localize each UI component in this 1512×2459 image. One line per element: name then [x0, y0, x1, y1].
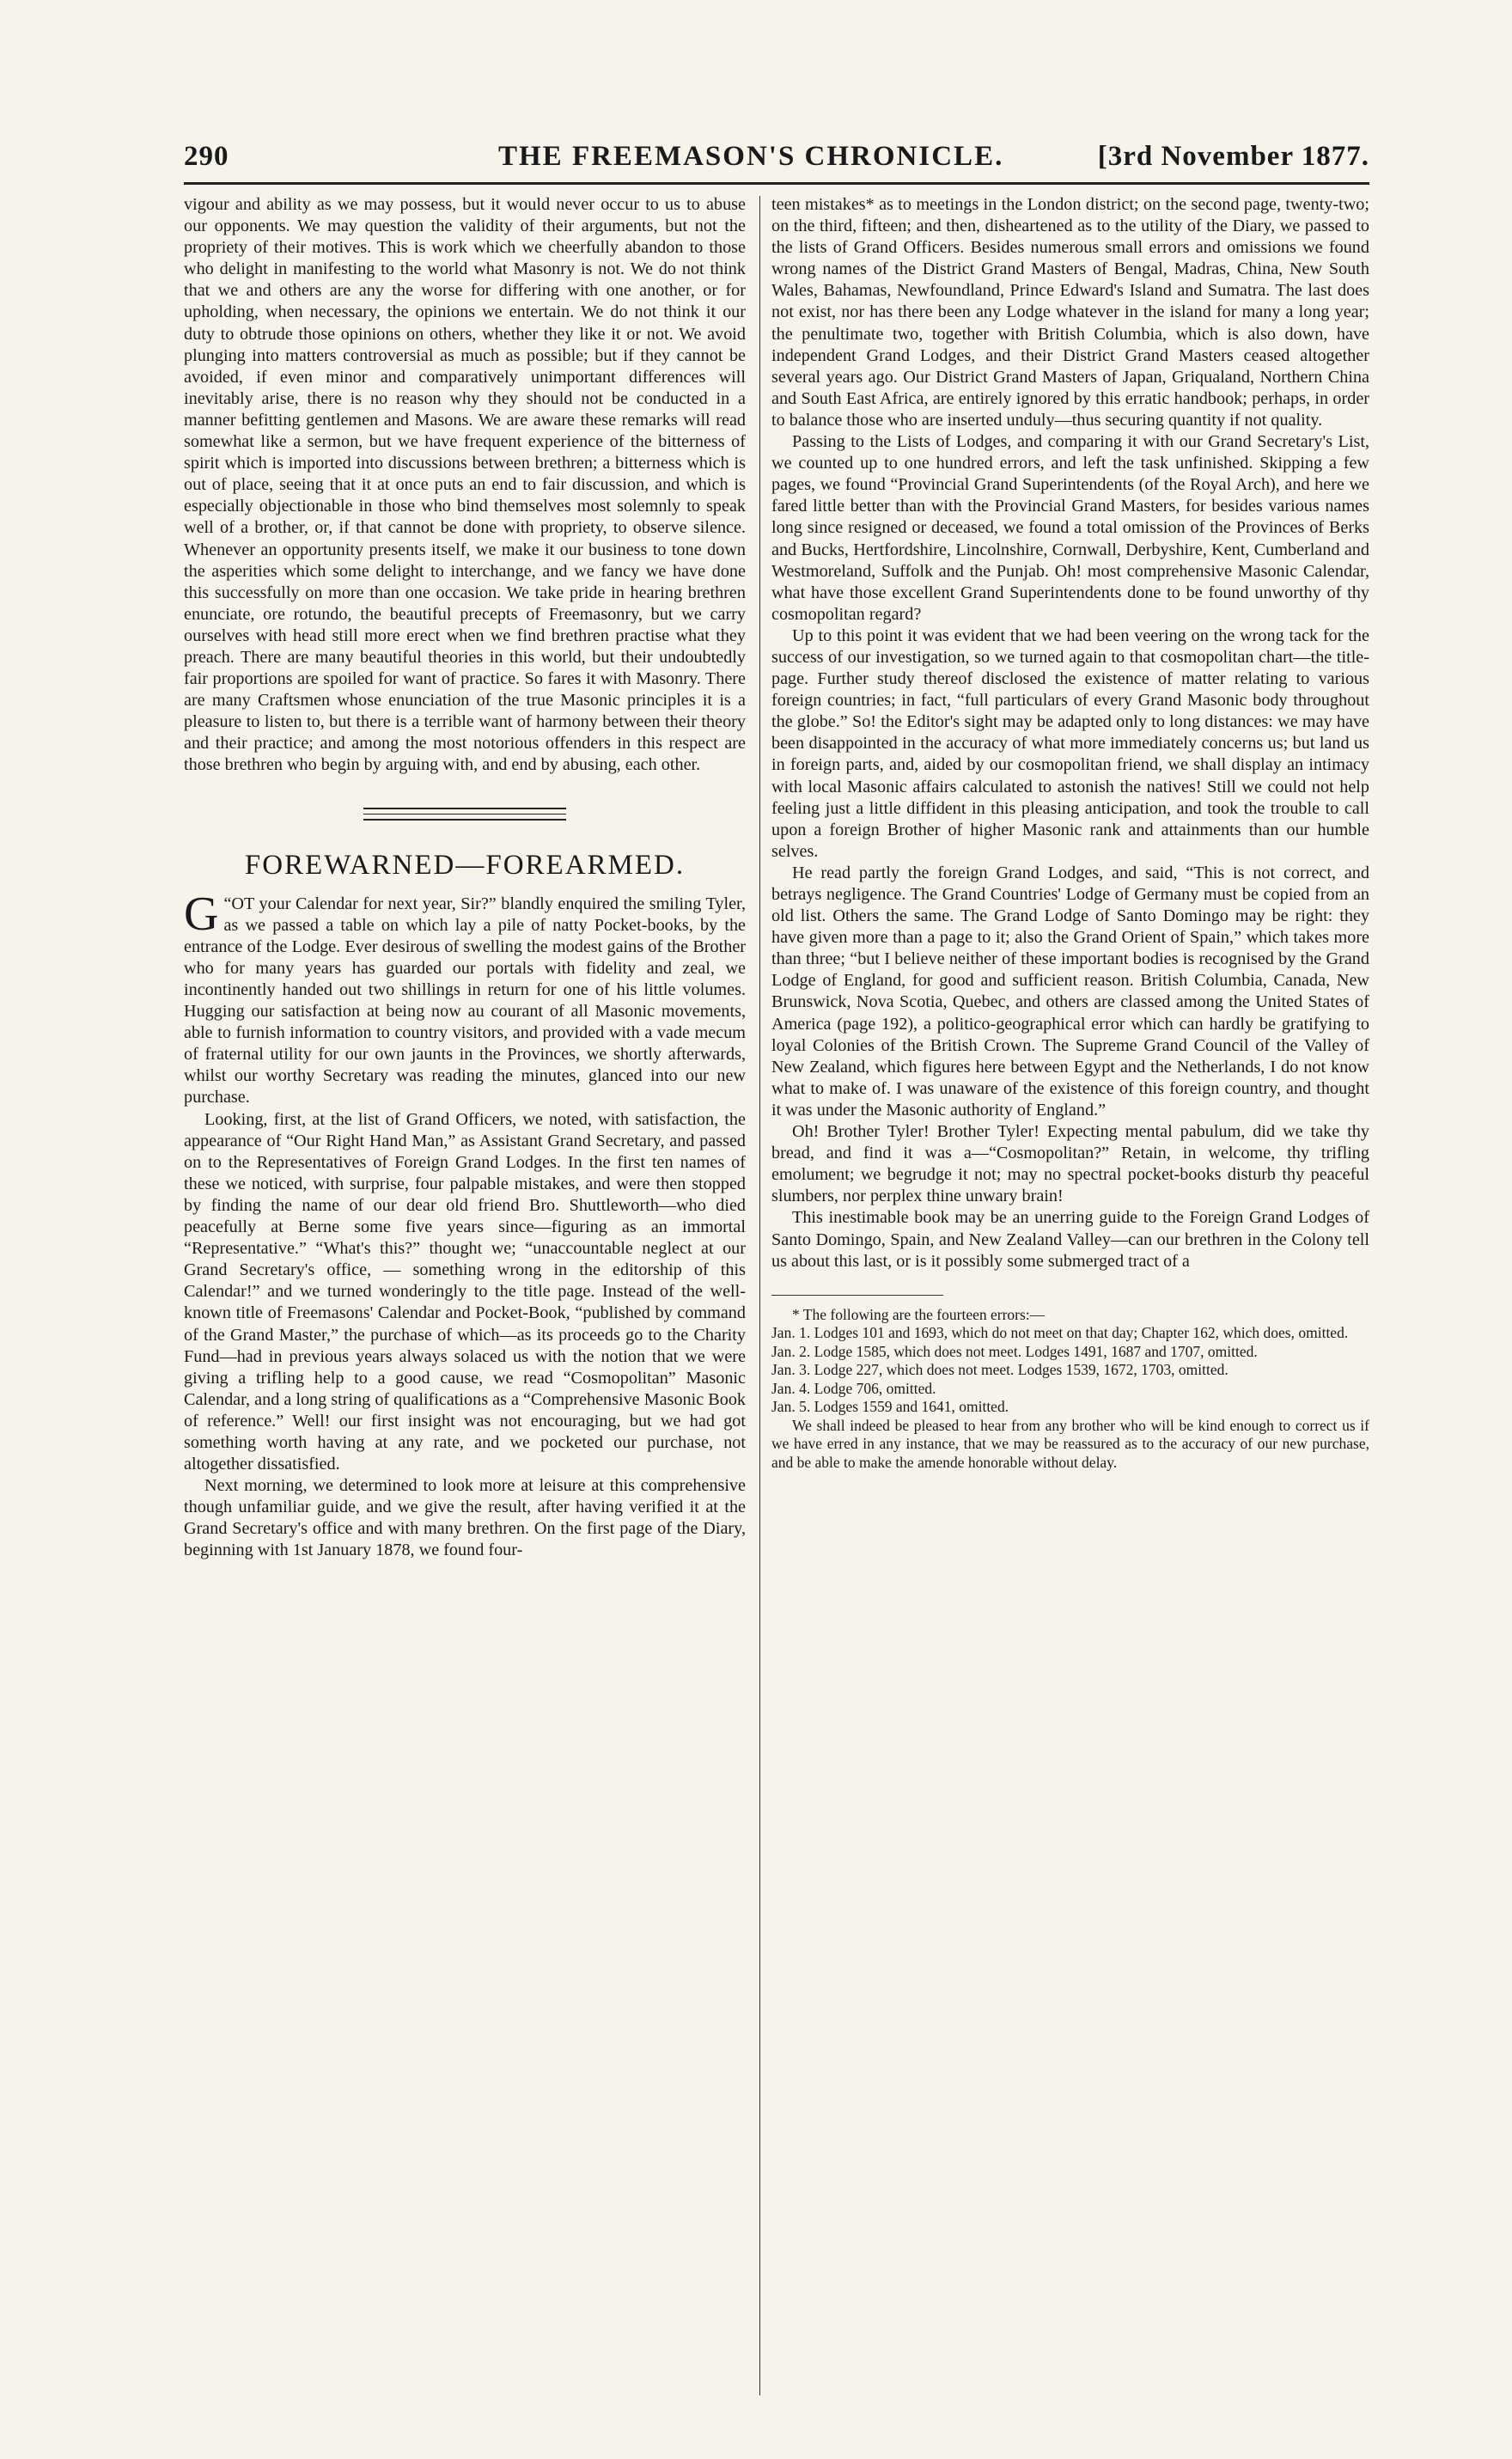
page-number: 290: [184, 141, 229, 172]
article-title: FOREWARNED—FOREARMED.: [244, 849, 686, 881]
footnote-rule: [771, 1295, 943, 1296]
issue-date: [3rd November 1877.: [1097, 141, 1369, 172]
footnote-item: Jan. 4. Lodge 706, omitted.: [771, 1379, 936, 1397]
article-paragraph-9: This inestimable book may be an unerring guide to the Foreign Grand Lodges of Santo Domingo, Spain, and New Zealand Valley—can our brethren in the Colony tell us about this last, or is it possibly some submerged tract of a: [771, 1208, 1369, 1271]
article-paragraph-8: Oh! Brother Tyler! Brother Tyler! Expecting mental pabulum, did we take thy bread, and find it was a—“Cosmopolitan?” Retain, in welcome, thy trifling emolument; we begrudge it not; may no spectral pocket-books disturb thy peaceful slumbers, nor perplex thine unwary brain!: [771, 1122, 1369, 1206]
drop-cap: G: [184, 887, 219, 941]
article-paragraph-2: Looking, first, at the list of Grand Officers, we noted, with satisfaction, the appearance of “Our Right Hand Man,” as Assistant Grand Secretary, and passed on to the Representatives of Foreign Grand Lodges. In the first ten names of these we noticed, with surprise, four palpable mistakes, and were then stopped by finding the name of our dear old friend Bro. Shuttleworth—who died peacefully at Berne some five years since—figuring as an immortal “Representative.” “What's this?” thought we; “unaccountable neglect at our Grand Secretary's office, — something wrong in the editorship of this Calendar!” and we turned wonderingly to the title page. Instead of the well-known title of Freemasons' Calendar and Pocket-Book, “published by command of the Grand Master,” the purchase of which—as its proceeds go to the Charity Fund—had in previous years always solaced us with the notion that we were giving a trifling help to a good cause, we read “Cosmopolitan” Masonic Calendar, and a long string of qualifications as a “Comprehensive Masonic Book of reference.” Well! our first insight was not encouraging, but we had got something worth having at any rate, and we pocketed our purchase, not altogether dissatisfied.: [184, 1109, 747, 1474]
footnote-item: Jan. 3. Lodge 227, which does not meet. Lodges 1539, 1672, 1703, omitted.: [771, 1361, 1228, 1379]
paragraph-text: OT your Calendar for next year, Sir?” blandly enquired the smiling Tyler, as we passed a table on which lay a pile of natty Pocket-books, by the entrance of the Lodge. Ever desirous of swelling the modest gains of the Brother who for many years has guarded our portals with fidelity and zeal, we incontinently handed out two shillings in return for one of his little volumes. Hugging our satisfaction at being now au courant of all Masonic movements, able to furnish information to country visitors, and provided with a vade mecum of fraternal utility for our own jaunts in the Provinces, we shortly afterwards, whilst our worthy Secretary was reading the minutes, glanced into our new purchase.: [184, 894, 746, 1107]
header-rule: [184, 182, 1369, 185]
footnote-intro: * The following are the fourteen errors:—: [792, 1305, 1046, 1323]
left-column: [184, 194, 746, 1562]
page-header: [184, 136, 1369, 187]
footnote-item: Jan. 2. Lodge 1585, which does not meet. Lodges 1491, 1687 and 1707, omitted.: [771, 1342, 1258, 1360]
article-paragraph-7: He read partly the foreign Grand Lodges, and said, “This is not correct, and betrays negligence. The Grand Countries' Lodge of Germany must be copied from an old list. Others the same. The Grand Lodge of Santo Domingo may be right: they have given more than a page to it; also the Grand Orient of Spain,” which takes more than three; “but I believe neither of these important bodies is recognised by the Grand Lodge of England, for good and sufficient reason. British Columbia, Canada, New Brunswick, Nova Scotia, Quebec, and others are classed among the United States of America (page 192), a politico-geographical error which can hardly be gratifying to loyal Colonies of the British Crown. The Supreme Grand Council of the Valley of New Zealand, which figures here between Egypt and the Netherlands, I do not know what to make of. I was unaware of the existence of this foreign country, and thought it was under the Masonic authority of England.”: [771, 863, 1369, 1120]
footnote-closing: We shall indeed be pleased to hear from any brother who will be kind enough to correct us if we have erred in any instance, that we may be reassured as to the accuracy of our new purchase, and be able to make the amende honorable without delay.: [771, 1416, 1369, 1471]
intro-paragraph: vigour and ability as we may possess, but it would never occur to us to abuse our opponents. We may question the validity of their arguments, but not the propriety of their motives. This is work which we cheerfully abandon to those who delight in manifesting to the world what Masonry is not. We do not think that we and others are any the worse for differing with one another, or for upholding, when necessary, the opinions we entertain. We do not think it our duty to obtrude those opinions on others, whether they like it or not. We avoid plunging into matters controversial as much as possible; but if they cannot be avoided, if even minor and comparatively unimportant differences will inevitably arise, there is no reason why they should not be conducted in a manner befitting gentlemen and Masons. We are aware these remarks will read somewhat like a sermon, but we have frequent experience of the bitterness of spirit which is imported into discussions between brethren; a bitterness which is out of place, seeing that it at once puts an end to fair discussion, and which is especially objectionable in those who bind themselves most solemnly to speak well of a brother, or, if that cannot be done with propriety, to observe silence. Whenever an opportunity presents itself, we make it our business to tone down the asperities which some delight to interchange, and we fancy we have done this successfully on more than one occasion. We take pride in hearing brethren enunciate, ore rotundo, the beautiful precepts of Freemasonry, but we carry ourselves with head still more erect when we find brethren practise what they preach. There are many beautiful theories in this world, but their undoubtedly fair proportions are spoiled for want of practice. So fares it with Masonry. There are many Craftsmen whose enunciation of the true Masonic principles it is a pleasure to listen to, but there is a terrible want of harmony between their theory and their practice; and among the most notorious offenders in this respect are those brethren who begin by arguing with, and end by abusing, each other.: [184, 195, 746, 775]
article-paragraph-3: Next morning, we determined to look more at leisure at this comprehensive though unfamiliar guide, and we give the result, after having verified it at the Grand Secretary's office and with many brethren. On the first page of the Diary, beginning with 1st January 1878, we found four-: [184, 1476, 746, 1560]
section-separator: [363, 808, 566, 821]
footnote-item: Jan. 1. Lodges 101 and 1693, which do not meet on that day; Chapter 162, which does, omitted.: [771, 1324, 1349, 1342]
article-paragraph-6: Up to this point it was evident that we had been veering on the wrong tack for the success of our investigation, so we turned again to that cosmopolitan chart—the title-page. Further study thereof disclosed the existence of matter relating to various foreign countries; in fact, “full particulars of every Grand Masonic body throughout the globe.” So! the Editor's sight may be adapted only to long distances: we may have been disappointed in the accuracy of what more immediately concerns us; but land us in foreign parts, and, aided by our cosmopolitan friend, we shall display an intimacy with local Masonic affairs calculated to astonish the natives! Still we could not help feeling just a little diffident in this pleasing anticipation, and took the trouble to call upon a foreign Brother of higher Masonic rank and attainments than our humble selves.: [771, 625, 1369, 861]
footnotes: [771, 1306, 1369, 1473]
article-paragraph-5: Passing to the Lists of Lodges, and comparing it with our Grand Secretary's List, we counted up to one hundred errors, and left the task unfinished. Skipping a few pages, we found “Provincial Grand Superintendents (of the Royal Arch), and here we fared little better than with the Provincial Grand Masters, for besides various names long since resigned or deceased, we found a total omission of the Provinces of Berks and Bucks, Hertfordshire, Lincolnshire, Cornwall, Derbyshire, Kent, Cumberland and Westmoreland, Suffolk and the Punjab. Oh! most comprehensive Masonic Calendar, what have those excellent Grand Superintendents done to be found unworthy of thy cosmopolitan regard?: [771, 432, 1369, 624]
footnote-item: Jan. 5. Lodges 1559 and 1641, omitted.: [771, 1398, 1009, 1416]
opening-quote: “: [223, 894, 232, 913]
article-paragraph-1: [184, 887, 746, 1109]
right-column: [771, 194, 1369, 1472]
publication-title: THE FREEMASON'S CHRONICLE.: [498, 141, 1004, 172]
article-paragraph-4: teen mistakes* as to meetings in the London district; on the second page, twenty-two; on the third, fifteen; and then, disheartened as to the utility of the Diary, we passed to the lists of Grand Officers. Besides numerous small errors and omissions we found wrong names of the District Grand Masters of Bengal, Madras, China, New South Wales, Bahamas, Newfoundland, Prince Edward's Island and Sumatra. The last does not exist, nor has there been any Lodge whatever in the island for many a long year; the penultimate two, together with British Columbia, which is also down, have independent Grand Lodges, and their District Grand Masters ceased altogether several years ago. Our District Grand Masters of Japan, Griqualand, Northern China and South East Africa, are entirely ignored by this erratic handbook; perhaps, in order to balance those who are inserted unduly—thus securing quantity if not quality.: [771, 195, 1369, 430]
column-divider: [759, 196, 760, 2395]
